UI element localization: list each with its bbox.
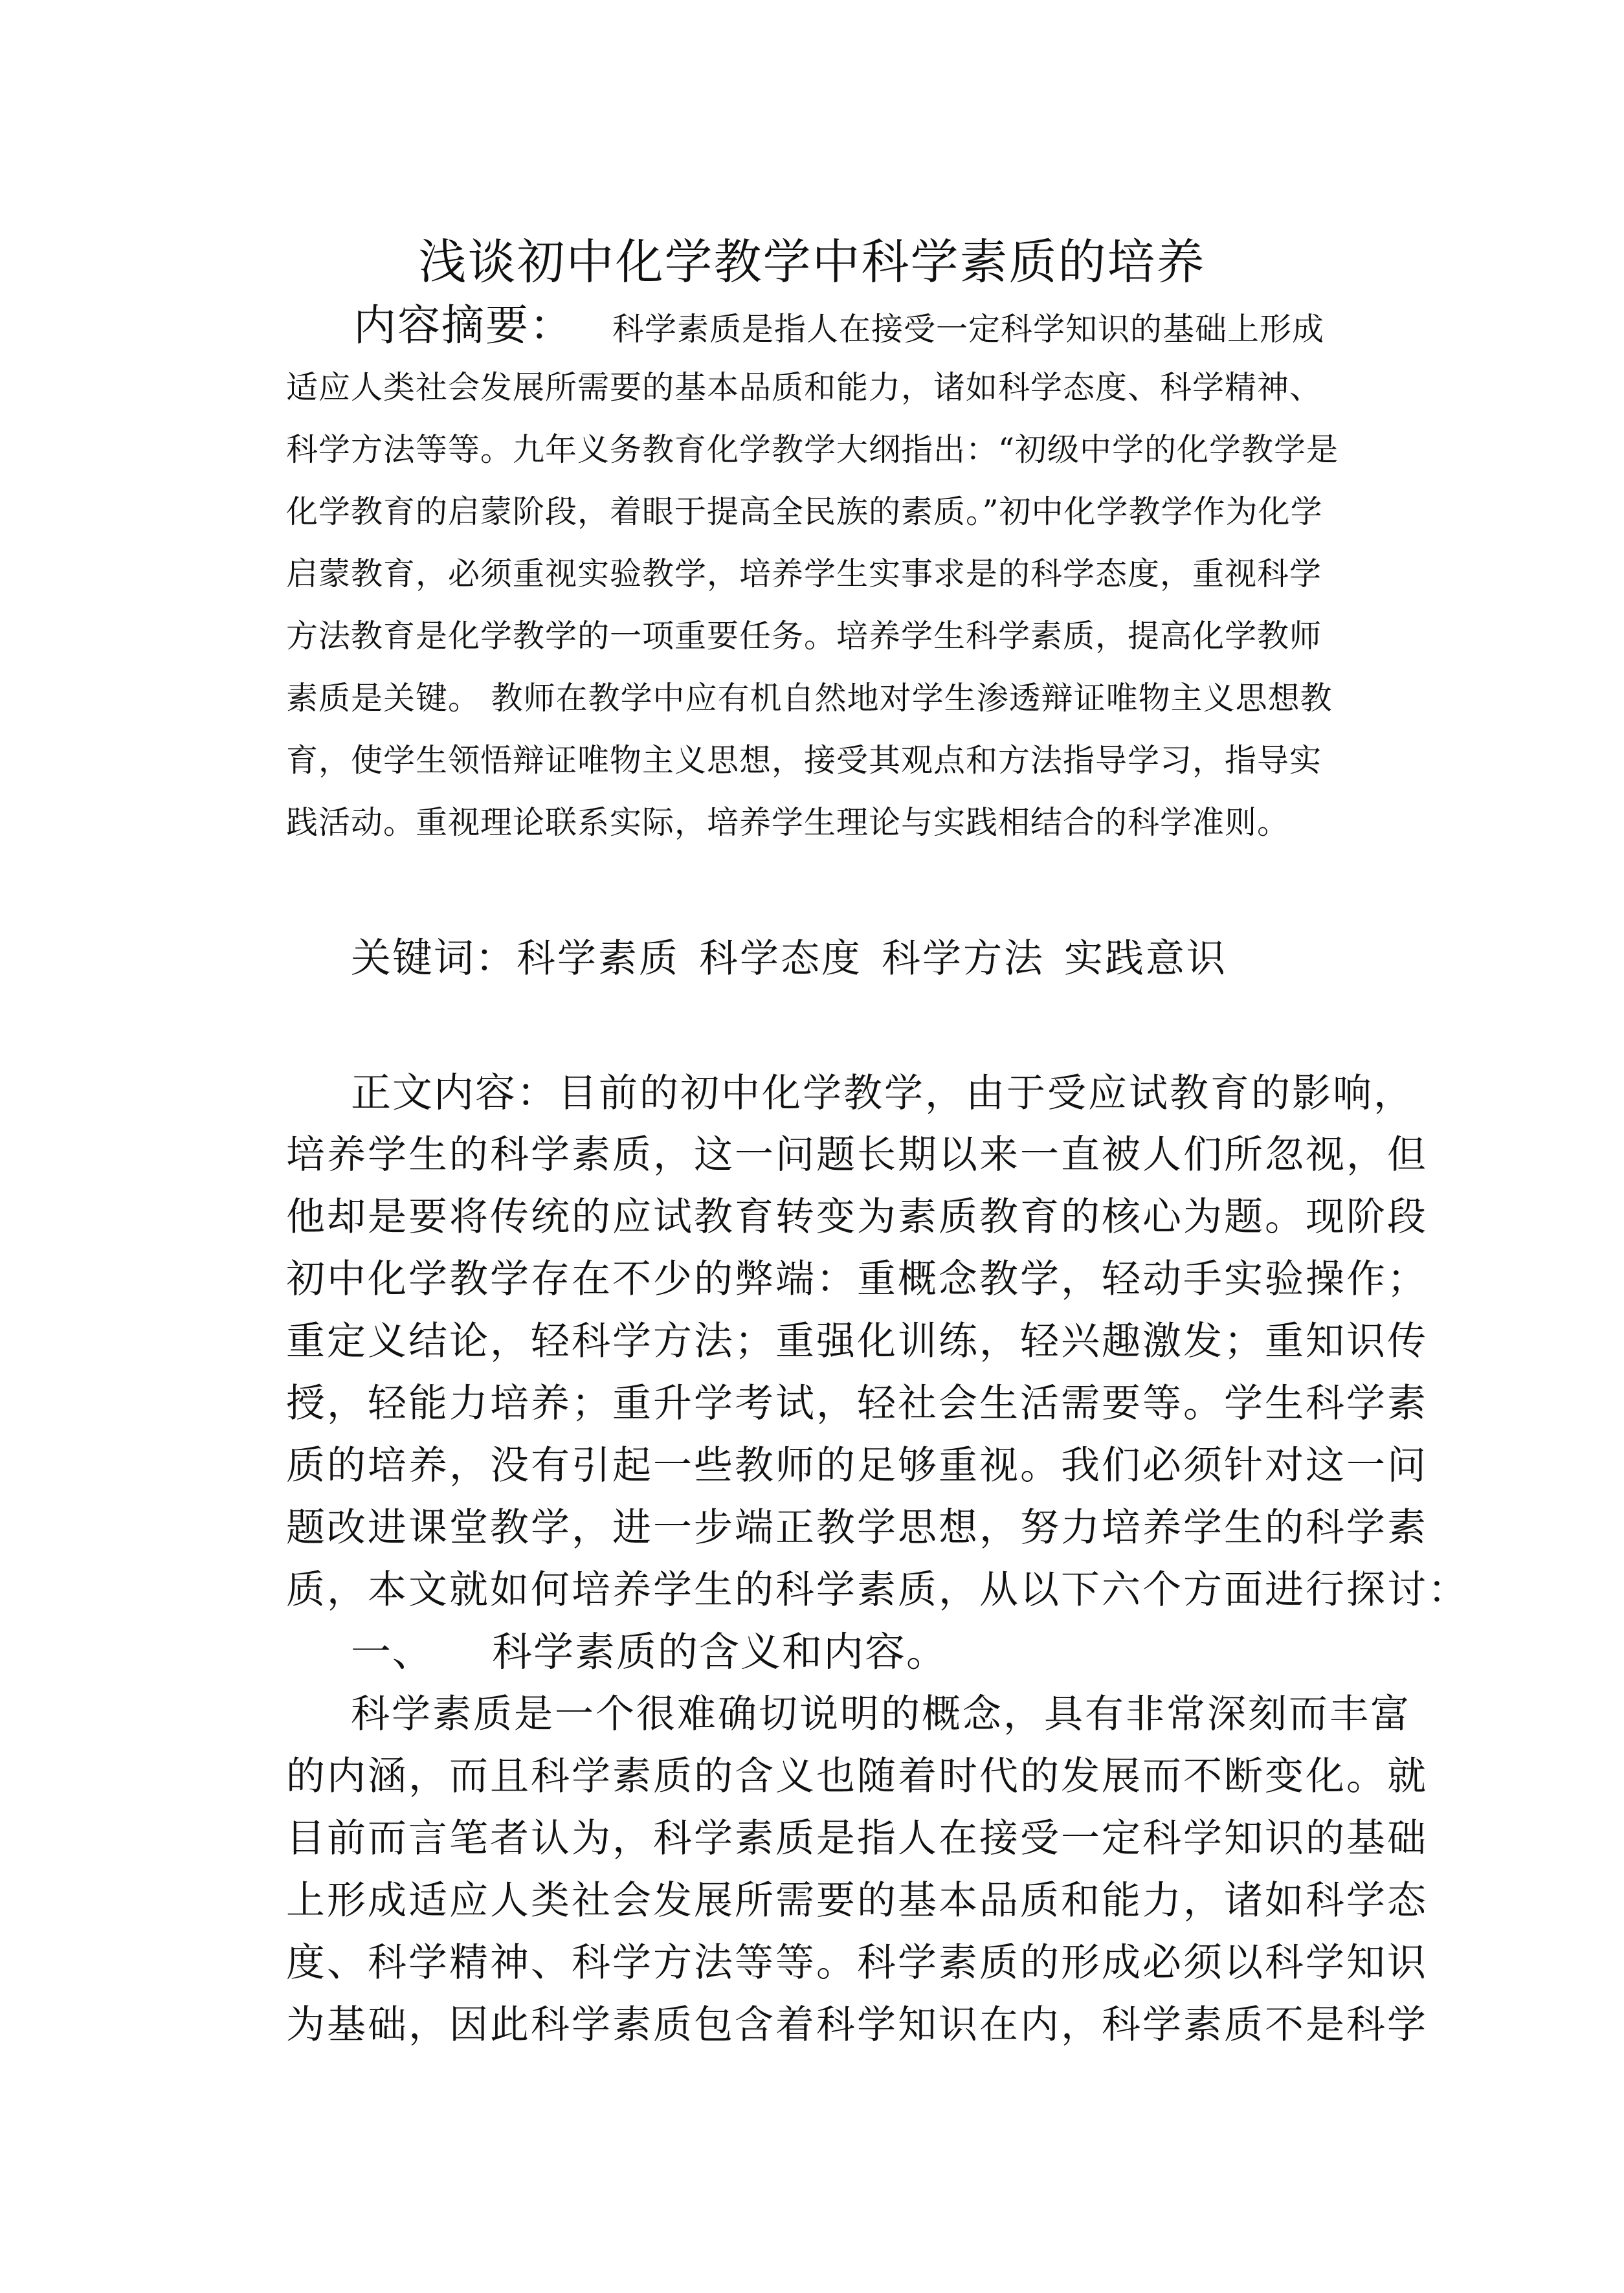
keyword: 科学态度 [699,936,863,981]
abstract-label: 内容摘要： [353,300,573,350]
section-line: 科学素质是一个很难确切说明的概念，具有非常深刻而丰富 [351,1692,1411,1737]
body-line: 他却是要将传统的应试教育转变为素质教育的核心为题。现阶段 [286,1194,1428,1240]
body-line: 质的培养，没有引起一些教师的足够重视。我们必须针对这一问 [286,1443,1428,1488]
section-line: 为基础，因此科学素质包含着科学知识在内，科学素质不是科学 [286,2002,1428,2048]
abstract-line: 启蒙教育，必须重视实验教学，培养学生实事求是的科学态度，重视科学 [286,555,1322,592]
keyword: 实践意识 [1064,936,1228,981]
body-line: 题改进课堂教学，进一步端正教学思想，努力培养学生的科学素 [286,1505,1428,1550]
body-line: 目前的初中化学教学，由于受应试教育的影响， [558,1071,1415,1116]
keywords-label: 关键词： [351,934,517,981]
section-number: 一、 [351,1628,434,1675]
abstract-line: 践活动。重视理论联系实际，培养学生理论与实践相结合的科学准则。 [286,804,1290,841]
body-line: 重定义结论，轻科学方法；重强化训练，轻兴趣激发；重知识传 [286,1319,1428,1364]
keywords-section [286,927,1348,989]
body-line: 培养学生的科学素质，这一问题长期以来一直被人们所忽视，但 [286,1132,1428,1178]
abstract-line: 科学方法等等。九年义务教育化学教学大纲指出：“初级中学的化学教学是 [286,431,1339,468]
section-line: 目前而言笔者认为，科学素质是指人在接受一定科学知识的基础 [286,1816,1428,1861]
section-line: 的内涵，而且科学素质的含义也随着时代的发展而不断变化。就 [286,1754,1428,1799]
abstract-section [286,295,1348,854]
abstract-line: 育，使学生领悟辩证唯物主义思想，接受其观点和方法指导学习，指导实 [286,742,1322,779]
section-heading: 科学素质的含义和内容。 [492,1628,948,1675]
body-line: 质，本文就如何培养学生的科学素质，从以下六个方面进行探讨： [286,1567,1469,1613]
body-section [286,1062,1469,2056]
section-line: 度、科学精神、科学方法等等。科学素质的形成必须以科学知识 [286,1940,1428,1985]
abstract-line: 科学素质是指人在接受一定科学知识的基础上形成 [612,311,1325,348]
body-label: 正文内容： [351,1069,559,1116]
keyword: 科学素质 [517,936,680,981]
body-line: 初中化学教学存在不少的弊端：重概念教学，轻动手实验操作； [286,1257,1428,1302]
document-title: 浅谈初中化学教学中科学素质的培养 [418,234,1206,290]
section-line: 上形成适应人类社会发展所需要的基本品质和能力，诸如科学态 [286,1878,1428,1923]
body-line: 授，轻能力培养；重升学考试，轻社会生活需要等。学生科学素 [286,1381,1428,1426]
abstract-line: 方法教育是化学教学的一项重要任务。培养学生科学素质，提高化学教师 [286,618,1322,654]
abstract-line: 适应人类社会发展所需要的基本品质和能力，诸如科学态度、科学精神、 [286,369,1322,406]
abstract-line: 化学教育的启蒙阶段，着眼于提高全民族的素质。”初中化学教学作为化学 [286,493,1323,530]
keyword: 科学方法 [882,936,1045,981]
abstract-line: 素质是关键。 教师在教学中应有机自然地对学生渗透辩证唯物主义思想教 [286,680,1333,717]
